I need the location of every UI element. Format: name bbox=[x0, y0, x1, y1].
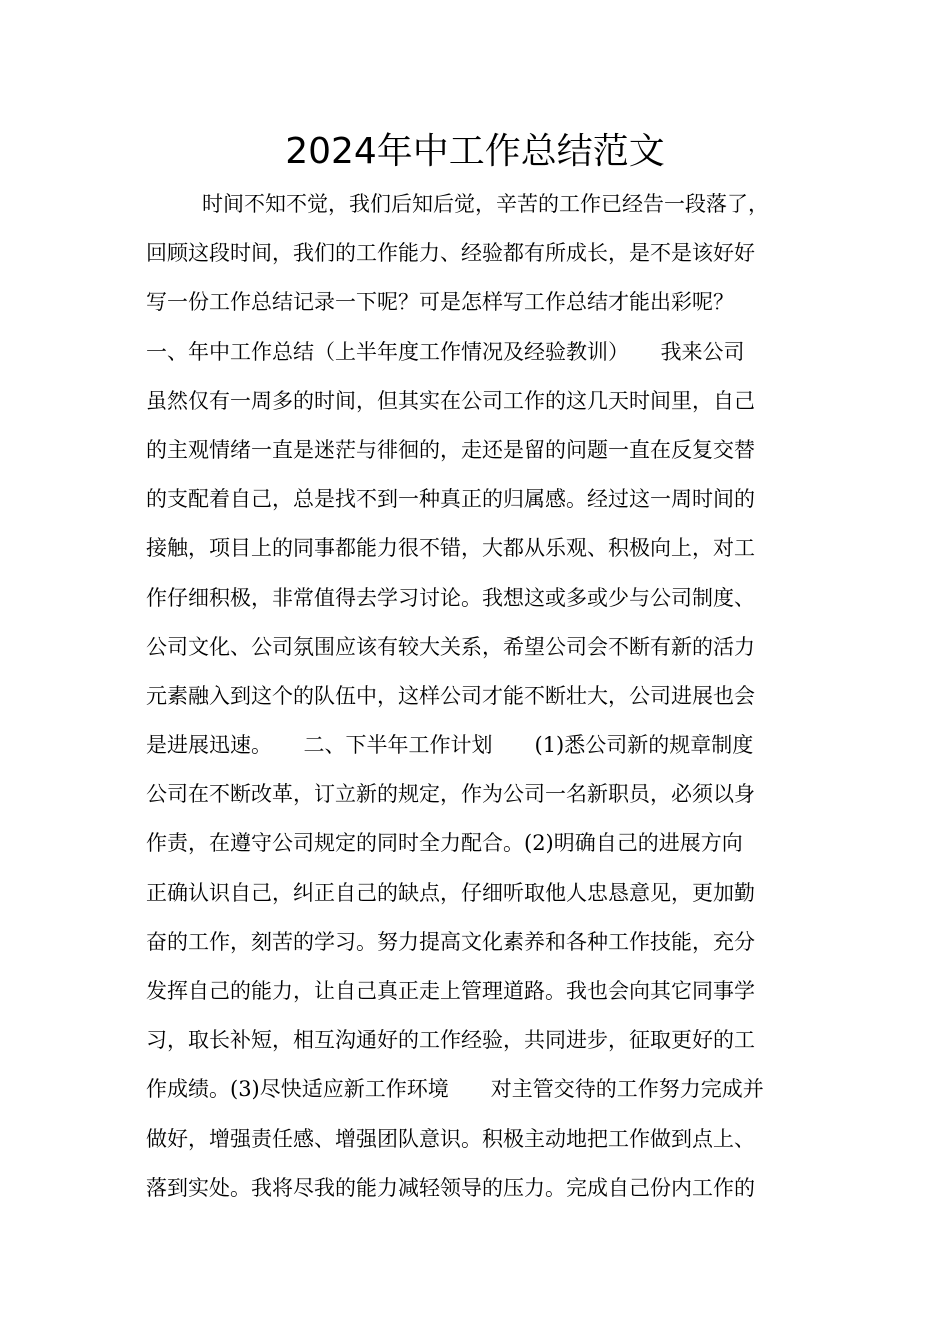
body-line: 接触，项目上的同事都能力很不错，大都从乐观、积极向上，对工 bbox=[146, 536, 755, 561]
body-line: 的主观情绪一直是迷茫与徘徊的，走还是留的问题一直在反复交替 bbox=[146, 437, 755, 462]
body-line: 的支配着自己，总是找不到一种真正的归属感。经过这一周时间的 bbox=[146, 487, 755, 512]
body-line: 回顾这段时间，我们的工作能力、经验都有所成长，是不是该好好 bbox=[146, 241, 755, 266]
body-line: 公司文化、公司氛围应该有较大关系，希望公司会不断有新的活力 bbox=[146, 634, 755, 659]
body-line: 虽然仅有一周多的时间，但其实在公司工作的这几天时间里，自己 bbox=[146, 388, 755, 413]
body-line: 作成绩。(3)尽快适应新工作环境 对主管交待的工作努力完成并 bbox=[146, 1077, 764, 1102]
body-line: 元素融入到这个的队伍中，这样公司才能不断壮大，公司进展也会 bbox=[146, 683, 755, 708]
body-line: 作责，在遵守公司规定的同时全力配合。(2)明确自己的进展方向 bbox=[146, 831, 743, 856]
body-line: 一、年中工作总结（上半年度工作情况及经验教训） 我来公司 bbox=[146, 339, 745, 364]
body-line: 发挥自己的能力，让自己真正走上管理道路。我也会向其它同事学 bbox=[146, 979, 755, 1003]
body-line: 是进展迅速。 二、下半年工作计划 (1)悉公司新的规章制度 bbox=[146, 733, 754, 758]
body-line: 写一份工作总结记录一下呢？可是怎样写工作总结才能出彩呢？ bbox=[146, 290, 734, 315]
body-line: 做好，增强责任感、增强团队意识。积极主动地把工作做到点上、 bbox=[146, 1126, 755, 1151]
body-line: 习，取长补短，相互沟通好的工作经验，共同进步，征取更好的工 bbox=[146, 1028, 755, 1053]
body-line: 奋的工作，刻苦的学习。努力提高文化素养和各种工作技能，充分 bbox=[146, 929, 755, 954]
document-title: 2024年中工作总结范文 bbox=[285, 131, 665, 172]
body-line: 公司在不断改革，订立新的规定，作为公司一名新职员，必须以身 bbox=[146, 782, 755, 807]
body-line: 时间不知不觉，我们后知后觉，辛苦的工作已经告一段落了， bbox=[202, 192, 769, 216]
body-line: 正确认识自己，纠正自己的缺点，仔细听取他人忠恳意见，更加勤 bbox=[146, 880, 755, 905]
document-body bbox=[146, 180, 806, 1213]
body-line: 落到实处。我将尽我的能力减轻领导的压力。完成自己份内工作的 bbox=[146, 1175, 755, 1200]
body-line: 作仔细积极，非常值得去学习讨论。我想这或多或少与公司制度、 bbox=[146, 585, 755, 610]
